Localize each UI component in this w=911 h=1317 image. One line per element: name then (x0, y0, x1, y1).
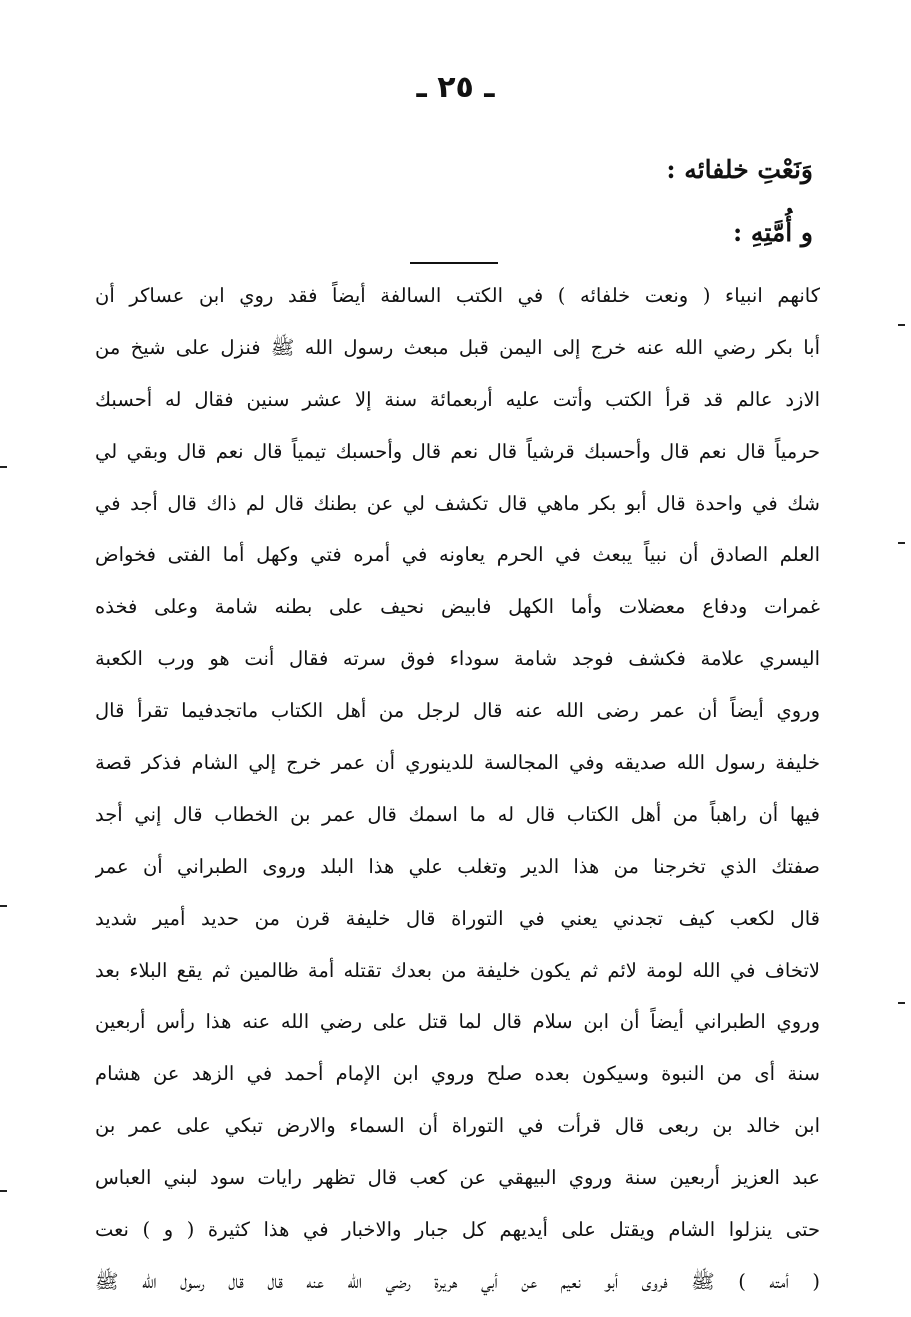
margin-mark (898, 542, 905, 544)
text-line: فيها أن راهباً من أهل الكتاب قال له ما اسمك قال عمر بن الخطاب قال إني أجد (95, 802, 820, 826)
text-line: كانهم انبياء ( ونعت خلفائه ) في الكتب السالفة أيضاً فقد روي ابن عساكر أن (95, 284, 820, 307)
margin-mark (898, 324, 905, 326)
text-line: ابن خالد بن ربعى قال قرأت في التوراة أن السماء والارض تبكي على عمر بن (95, 1114, 820, 1138)
text-line: خليفة رسول الله صديقه وفي المجالسة للدينوري أن عمر خرج إلي الشام فذكر قصة (95, 751, 820, 775)
text-line: أبا بكر رضي الله عنه خرج إلى اليمن قبل مبعث رسول الله ﷺ فنزل على شيخ من (95, 335, 820, 359)
text-line: لاتخاف في الله لومة لائم ثم يكون خليفة من بعدك تقتله أمة ظالمين ثم يقع البلاء بعد (95, 958, 820, 982)
text-line: صفتك الذي تخرجنا من هذا الدير وتغلب علي هذا البلد وروى الطبراني أن عمر (95, 854, 820, 878)
text-line: عبد العزيز أربعين سنة وروي البيهقي عن كعب قال تظهر رايات سود لبني العباس (95, 1166, 820, 1190)
body-text (95, 270, 820, 1308)
text-line: حتى ينزلوا الشام ويقتل على أيديهم كل جبار والاخبار في هذا كثيرة ( و ) نعت (95, 1218, 820, 1242)
margin-mark (0, 466, 7, 468)
margin-mark (898, 1002, 905, 1004)
page-number: ـ ٢٥ ـ (416, 70, 495, 105)
text-line: وروي أيضاً أن عمر رضى الله عنه قال لرجل من أهل الكتاب ماتجدفيما تقرأ قال (95, 699, 820, 723)
separator-rule (410, 262, 498, 264)
text-line: سنة أى من النبوة وسيكون بعده صلح وروي ابن الإمام أحمد في الزهد عن هشام (95, 1062, 820, 1086)
text-line: اليسري علامة فكشف فوجد شامة سوداء فوق سرته فقال أنت هو ورب الكعبة (95, 647, 820, 671)
text-line: شك في واحدة قال أبو بكر ماهي قال تكشف لي عن بطنك قال لم ذاك قال أجد في (95, 491, 820, 515)
text-line: ( أمته ) ﷺ فروى أبو نعيم عن أبي هريرة رضي الله عنه قال قال رسول الله ﷺ (95, 1269, 820, 1293)
heading-description-of-caliphs: وَنَعْتِ خلفائه : (666, 155, 813, 184)
text-line: العلم الصادق أن نبياً يبعث في الحرم يعاونه في أمره فتي وكهل أما الفتى فخواض (95, 543, 820, 567)
text-line: وروي الطبراني أيضاً أن ابن سلام قال لما قتل على رضي الله عنه هذا رأس أربعين (95, 1010, 820, 1034)
heading-his-nation: و أُمَّتِهِ : (733, 218, 813, 247)
text-line: حرمياً قال نعم قال وأحسبك قرشياً قال نعم قال وأحسبك تيمياً قال نعم قال وبقي لي (95, 439, 820, 463)
text-line: غمرات ودفاع معضلات وأما الكهل فابيض نحيف على بطنه شامة وعلى فخذه (95, 595, 820, 619)
text-line: الازد عالم قد قرأ الكتب وأتت عليه أربعمائة سنة إلا عشر سنين فقال له أحسبك (95, 387, 820, 411)
margin-mark (0, 1190, 7, 1192)
margin-mark (0, 905, 7, 907)
text-line: قال لكعب كيف تجدني يعني في التوراة قال خليفة قرن من حديد أمير شديد (95, 906, 820, 930)
